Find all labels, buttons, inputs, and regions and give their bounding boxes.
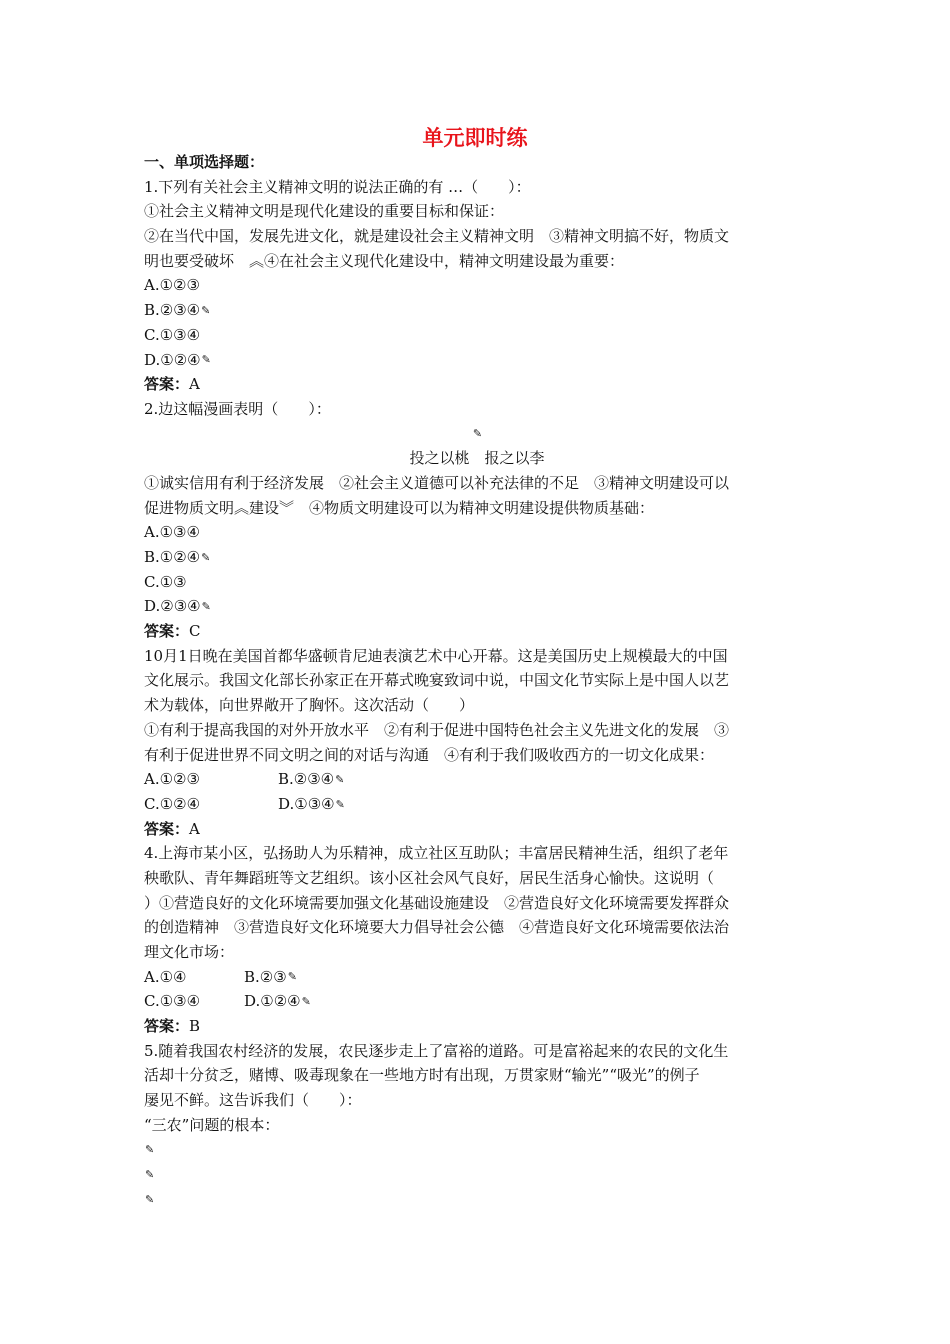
question-1-stem: 1.下列有关社会主义精神文明的说法正确的有 …（ ）：	[144, 177, 531, 196]
question-1-line: ①社会主义精神文明是现代化建设的重要目标和保证：	[144, 202, 505, 221]
document-body	[144, 150, 810, 1212]
decorative-glyph-icon: ✎	[301, 995, 311, 1009]
answer-line	[144, 619, 810, 644]
decorative-glyph-icon: ✎	[201, 353, 211, 367]
answer-label: 答案：	[144, 622, 190, 641]
option-c: C.①③④	[144, 992, 201, 1011]
option-row	[144, 989, 810, 1014]
answer-line	[144, 372, 810, 397]
question-5-line: “三农”问题的根本：	[144, 1115, 280, 1134]
decorative-glyph-icon: ✎	[145, 1167, 155, 1181]
question-5-line: 活却十分贫乏，赌博、吸毒现象在一些地方时有出现，万贯家财“输光”“吸光”的例子	[144, 1066, 700, 1085]
decorative-row	[144, 1187, 810, 1212]
decorative-glyph-icon: ✎	[472, 427, 483, 441]
option-d	[144, 348, 810, 373]
option-a: A.①④	[144, 967, 187, 986]
question-5-line: 屡见不鲜。这告诉我们（ ）：	[144, 1091, 362, 1110]
answer-label: 答案：	[144, 819, 190, 838]
cartoon-caption: 投之以桃 报之以李	[409, 449, 545, 468]
question-4-line: 理文化市场：	[144, 943, 235, 961]
option-row	[144, 965, 810, 990]
option-a: A.①②③	[144, 770, 200, 789]
decorative-glyph-icon: ✎	[145, 1143, 155, 1157]
question-3-line: 术为载体，向世界敞开了胸怀。这次活动（ ）	[144, 696, 475, 715]
question-4-line: 4.上海市某小区，弘扬助人为乐精神，成立社区互助队；丰富居民精神生活，组织了老年	[144, 844, 729, 863]
question-2-stem: 2.边这幅漫画表明（ ）：	[144, 399, 331, 418]
question-4-line: 的创造精神 ③营造良好文化环境要大力倡导社会公德 ④营造良好文化环境需要依法治	[144, 918, 730, 937]
option-b	[144, 545, 810, 570]
option-text: D.②③④	[144, 597, 201, 616]
question-3-line: 10月1日晚在美国首都华盛顿肯尼迪表演艺术中心开幕。这是美国历史上规模最大的中国	[144, 646, 728, 665]
decorative-glyph-icon: ✎	[201, 303, 211, 317]
question-3-line: 文化展示。我国文化部长孙家正在开幕式晚宴致词中说，中国文化节实际上是中国人以艺	[144, 671, 730, 690]
decorative-glyph-icon: ✎	[201, 600, 211, 614]
cartoon-image-placeholder	[144, 422, 810, 447]
option-text: B.②③④	[144, 301, 201, 320]
answer-value: A	[189, 819, 200, 838]
question-3-line: 有利于促进世界不同文明之间的对话与沟通 ④有利于我们吸收西方的一切文化成果：	[144, 745, 715, 764]
answer-label: 答案：	[144, 1017, 190, 1036]
option-b	[144, 298, 810, 323]
option-d	[144, 594, 810, 619]
option-a: A.①②③	[144, 276, 200, 295]
option-b: B.②③	[244, 967, 287, 986]
answer-value: C	[189, 622, 201, 641]
option-c: C.①③	[144, 572, 187, 591]
question-2-line: ①诚实信用有利于经济发展 ②社会主义道德可以补充法律的不足 ③精神文明建设可以	[144, 473, 730, 492]
decorative-glyph-icon: ✎	[201, 550, 211, 564]
answer-value: B	[189, 1017, 201, 1036]
option-d: D.①②④	[244, 992, 301, 1011]
page-title: 单元即时练	[422, 126, 528, 150]
option-row	[144, 767, 810, 792]
option-d: D.①③④	[278, 794, 335, 813]
question-1-line: 明也要受破坏 ︽④在社会主义现代化建设中，精神文明建设最为重要：	[144, 251, 625, 270]
decorative-glyph-icon: ✎	[145, 1192, 155, 1206]
question-4-line: ）①营造良好的文化环境需要加强文化基础设施建设 ②营造良好文化环境需要发挥群众	[144, 893, 730, 912]
answer-label: 答案：	[144, 375, 190, 394]
option-b: B.②③④	[278, 770, 335, 789]
question-4-line: 秧歌队、青年舞蹈班等文艺组织。该小区社会风气良好，居民生活身心愉快。这说明（	[144, 868, 715, 887]
option-a: A.①③④	[144, 523, 200, 542]
question-3-line: ①有利于提高我国的对外开放水平 ②有利于促进中国特色社会主义先进文化的发展 ③	[144, 720, 730, 739]
decorative-glyph-icon: ✎	[335, 772, 345, 786]
answer-value: A	[189, 375, 200, 394]
option-text: B.①②④	[144, 548, 201, 566]
decorative-row	[144, 1138, 810, 1163]
option-c: C.①③④	[144, 325, 201, 344]
decorative-row	[144, 1162, 810, 1187]
decorative-glyph-icon: ✎	[335, 797, 345, 811]
decorative-glyph-icon: ✎	[287, 970, 297, 984]
question-1-line: ②在当代中国，发展先进文化，就是建设社会主义精神文明 ③精神文明搞不好，物质文	[144, 227, 730, 246]
option-text: D.①②④	[144, 350, 201, 369]
section-heading: 一、单项选择题：	[144, 153, 265, 171]
option-row	[144, 792, 810, 817]
question-2-line: 促进物质文明︽建设︾ ④物质文明建设可以为精神文明建设提供物质基础：	[144, 498, 655, 517]
question-5-line: 5.随着我国农村经济的发展，农民逐步走上了富裕的道路。可是富裕起来的农民的文化生	[144, 1041, 729, 1060]
answer-line	[144, 1014, 810, 1039]
answer-line	[144, 817, 810, 842]
option-c: C.①②④	[144, 794, 201, 813]
